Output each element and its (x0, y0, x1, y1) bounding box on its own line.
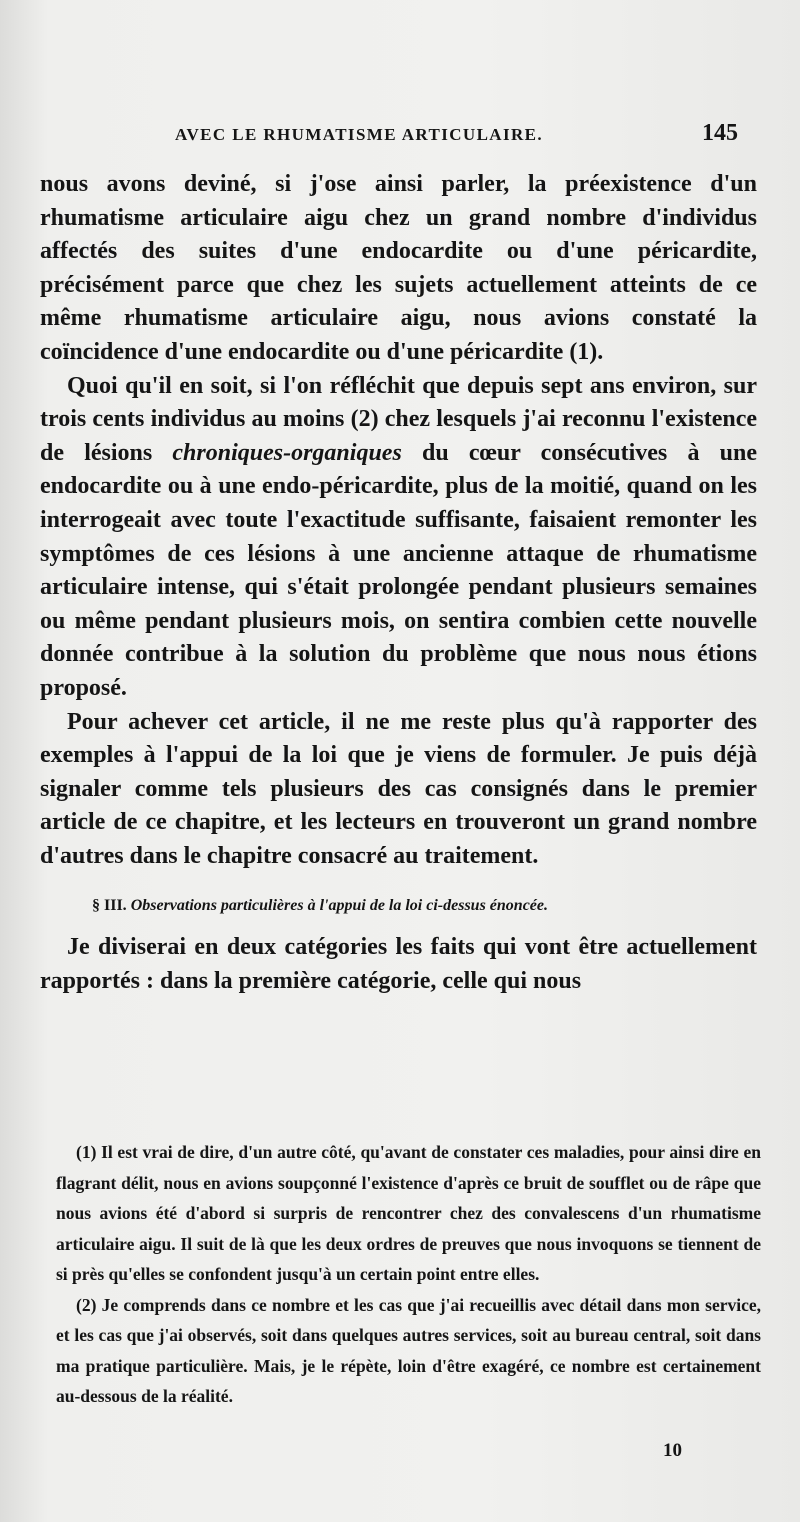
paragraph-2 (40, 370, 757, 706)
section-heading (40, 895, 757, 917)
paragraph-3: Pour achever cet article, il ne me reste plus qu'à rapporter des exemples à l'appui de la loi que je viens de formuler. Je puis déjà signaler comme tels plusieurs des cas consignés dans le premier article de ce chapitre, et les lecteurs en trouveront un grand nombre d'autres dans le chapitre consacré au traitement. (40, 708, 757, 869)
running-title: AVEC LE RHUMATISME ARTICULAIRE. (175, 125, 544, 144)
paragraph-2-start: Quoi qu'il en soit, si l'on réfléchit que depuis sept ans environ, sur trois cents individus au moins (2) chez lesquels j'ai reconnu l'existence de lésions (40, 372, 757, 466)
signature-mark: 10 (663, 1440, 682, 1461)
footnote-1: (1) Il est vrai de dire, d'un autre côté, qu'avant de constater ces maladies, pour ainsi dire en flagrant délit, nous en avions soupçonné l'existence d'après ce bruit de soufflet ou de râpe que nous avions été d'abord si surpris de rencontrer chez des convalescens d'un rhumatisme articulaire aigu. Il suit de là que les deux ordres de preuves que nous invoquons se tiennent de si près qu'elles se confondent jusqu'à un certain point entre elles. (56, 1142, 761, 1284)
footnotes (56, 1137, 761, 1412)
italic-term: chroniques-organiques (172, 439, 402, 466)
running-head (175, 120, 738, 147)
page-number: 145 (702, 120, 738, 146)
paragraph-2-end: du cœur consécutives à une endocardite ou à une endo-péricardite, plus de la moitié, quand on les interrogeait avec toute l'exactitude suffisante, faisaient remonter les symptômes de ces lésions à une ancienne attaque de rhumatisme articulaire intense, qui s'était prolongée pendant plusieurs semaines ou même pendant plusieurs mois, on sentira combien cette nouvelle donnée contribue à la solution du problème que nous nous étions proposé. (40, 439, 757, 701)
section-number: § III. (92, 897, 127, 915)
footnote-2: (2) Je comprends dans ce nombre et les cas que j'ai recueillis avec détail dans mon service, et les cas que j'ai observés, soit dans quelques autres services, soit au bureau central, soit dans ma pratique particulière. Mais, je le répète, loin d'être exagéré, ce nombre est certainement au-dessous de la réalité. (56, 1294, 761, 1406)
paragraph-4: Je diviserai en deux catégories les faits qui vont être actuellement rapportés : dans la première catégorie, celle qui nous (40, 934, 757, 995)
paragraph-1: nous avons deviné, si j'ose ainsi parler, la préexistence d'un rhumatisme articulaire aigu chez un grand nombre d'individus affectés des suites d'une endocardite ou d'une péricardite, précisément parce que chez les sujets actuellement atteints de ce même rhumatisme articulaire aigu, nous avions constaté la coïncidence d'une endocardite ou d'une péricardite (1). (40, 171, 757, 365)
section-title: Observations particulières à l'appui de la loi ci-dessus énoncée. (130, 897, 549, 915)
main-text (40, 168, 757, 999)
